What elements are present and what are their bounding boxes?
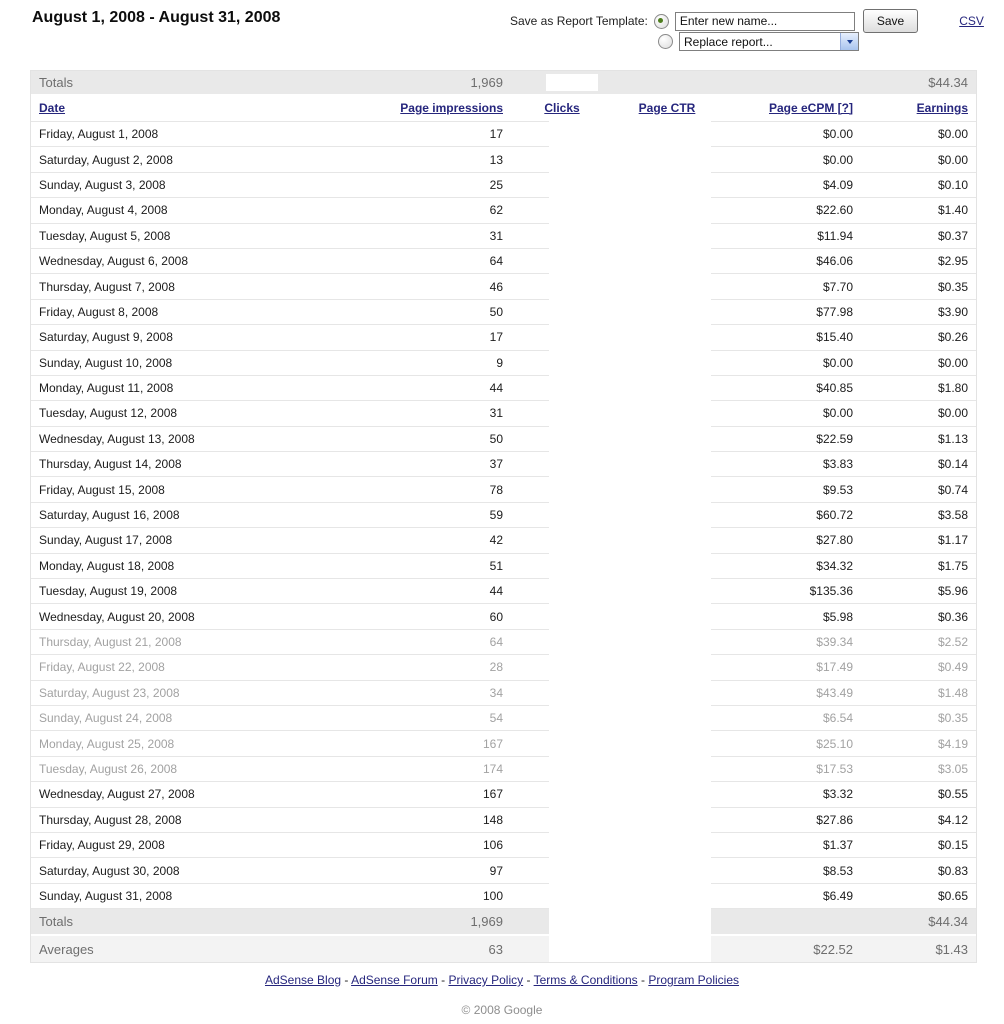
averages-label: Averages [39,941,94,957]
footer-link[interactable]: AdSense Forum [351,973,438,987]
column-header-earnings[interactable]: Earnings [916,100,968,115]
cell-earnings: $2.95 [937,254,968,269]
cell-date: Tuesday, August 12, 2008 [39,406,178,421]
cell-page-ecpm: $5.98 [822,609,853,624]
redaction-mask-box [546,74,598,91]
cell-page-impressions: 97 [489,863,503,878]
cell-earnings: $0.55 [937,787,968,802]
cell-date: Sunday, August 3, 2008 [39,177,166,192]
cell-page-ecpm: $0.00 [822,127,853,142]
footer-link[interactable]: Terms & Conditions [533,973,638,987]
redaction-mask-band [549,121,711,962]
table-row [31,832,976,857]
cell-earnings: $0.49 [937,660,968,675]
cell-earnings: $3.90 [937,304,968,319]
column-header-page-ecpm[interactable]: Page eCPM [?] [768,100,853,115]
cell-page-ecpm: $11.94 [817,228,853,243]
table-row [31,502,976,527]
table-row [31,807,976,832]
cell-date: Monday, August 11, 2008 [39,381,174,396]
cell-page-ecpm: $9.53 [822,482,853,497]
cell-page-impressions: 148 [482,812,503,827]
cell-page-ecpm: $22.60 [816,203,853,218]
column-header-date[interactable]: Date [39,100,66,115]
column-header-page-impressions[interactable]: Page impressions [400,100,503,115]
cell-earnings: $0.26 [937,330,968,345]
report-table [30,70,977,963]
cell-page-ecpm: $0.00 [822,152,853,167]
table-row [31,730,976,755]
cell-earnings: $0.37 [937,228,968,243]
cell-page-ecpm: $27.86 [816,812,853,827]
totals-earnings: $44.34 [928,914,968,930]
averages-ecpm: $22.52 [813,941,853,957]
table-row [31,857,976,882]
cell-earnings: $1.13 [937,431,968,446]
report-date-range-title: August 1, 2008 - August 31, 2008 [32,9,281,26]
table-row [31,629,976,654]
save-template-row-new [510,9,984,33]
cell-page-ecpm: $4.09 [822,177,853,192]
cell-page-impressions: 44 [489,584,503,599]
cell-earnings: $2.52 [937,635,968,649]
cell-page-ecpm: $7.70 [822,279,853,294]
replace-report-dropdown[interactable] [679,32,859,51]
cell-page-ecpm: $43.49 [816,685,853,700]
cell-page-impressions: 62 [489,203,503,218]
cell-page-ecpm: $46.06 [816,254,853,269]
cell-page-ecpm: $6.54 [822,711,853,726]
cell-earnings: $5.96 [937,584,968,599]
cell-page-impressions: 60 [489,609,503,624]
totals-label: Totals [39,75,73,90]
totals-row-bottom [31,908,976,934]
table-row [31,781,976,806]
cell-page-ecpm: $60.72 [816,508,853,523]
cell-date: Monday, August 18, 2008 [39,558,175,573]
averages-row [31,934,976,962]
cell-earnings: $3.05 [937,761,968,776]
cell-page-impressions: 9 [496,355,503,370]
cell-page-ecpm: $6.49 [822,888,853,903]
cell-earnings: $1.80 [937,381,968,396]
table-row [31,680,976,705]
cell-earnings: $0.36 [937,609,968,624]
totals-row-top [31,71,976,94]
replace-report-dropdown-value: Replace report... [684,34,773,49]
cell-earnings: $0.00 [937,355,968,370]
cell-earnings: $1.40 [937,203,968,218]
table-row [31,273,976,298]
cell-date: Tuesday, August 26, 2008 [39,761,178,776]
table-row [31,324,976,349]
cell-page-ecpm: $1.37 [822,838,853,853]
cell-page-ecpm: $25.10 [816,736,853,751]
column-header-clicks[interactable]: Clicks [544,100,580,115]
footer-link[interactable]: Privacy Policy [448,973,524,987]
cell-page-impressions: 44 [489,381,503,396]
cell-date: Sunday, August 17, 2008 [39,533,173,548]
cell-page-ecpm: $17.53 [816,761,853,776]
table-row [31,426,976,451]
cell-earnings: $0.00 [937,152,968,167]
csv-link[interactable]: CSV [959,14,984,28]
cell-date: Thursday, August 7, 2008 [39,279,175,294]
table-row [31,299,976,324]
report-rows [31,121,976,908]
table-row [31,172,976,197]
cell-date: Sunday, August 24, 2008 [39,711,173,726]
cell-date: Wednesday, August 27, 2008 [39,787,195,802]
template-name-input[interactable] [675,12,855,31]
cell-page-impressions: 46 [489,279,503,294]
cell-date: Saturday, August 9, 2008 [39,330,173,345]
cell-date: Thursday, August 28, 2008 [39,812,182,827]
cell-page-ecpm: $3.32 [822,787,853,802]
save-button[interactable]: Save [863,9,918,33]
cell-date: Sunday, August 31, 2008 [39,888,173,903]
cell-date: Saturday, August 16, 2008 [39,508,180,523]
cell-page-impressions: 106 [482,838,503,853]
chevron-down-icon[interactable] [840,33,858,50]
table-row [31,553,976,578]
cell-page-ecpm: $15.40 [816,330,853,345]
cell-earnings: $4.19 [937,736,968,751]
cell-page-ecpm: $34.32 [816,558,853,573]
totals-earnings: $44.34 [928,75,968,90]
footer-link[interactable]: Program Policies [648,973,740,987]
totals-label: Totals [39,914,73,930]
cell-page-ecpm: $0.00 [822,406,853,421]
cell-date: Thursday, August 14, 2008 [39,457,182,472]
cell-page-impressions: 167 [482,787,503,802]
cell-page-impressions: 51 [489,558,503,573]
totals-impressions: 1,969 [470,75,503,90]
cell-page-ecpm: $22.59 [816,431,853,446]
table-row [31,248,976,273]
cell-page-impressions: 174 [482,761,503,776]
cell-page-impressions: 25 [489,177,503,192]
cell-earnings: $4.12 [937,812,968,827]
cell-page-impressions: 54 [489,711,503,726]
cell-date: Friday, August 22, 2008 [39,660,165,675]
cell-page-impressions: 100 [482,888,503,903]
cell-date: Monday, August 4, 2008 [39,203,168,218]
cell-date: Sunday, August 10, 2008 [39,355,173,370]
table-row [31,883,976,908]
cell-page-impressions: 31 [489,406,503,421]
cell-date: Tuesday, August 5, 2008 [39,228,171,243]
cell-earnings: $0.83 [937,863,968,878]
table-row [31,476,976,501]
cell-page-impressions: 28 [489,660,503,675]
averages-impressions: 63 [488,941,503,957]
table-header-row [31,94,976,121]
table-row [31,197,976,222]
replace-report-radio[interactable] [658,34,673,49]
cell-page-impressions: 50 [489,304,503,319]
footer-link[interactable]: AdSense Blog [264,973,342,987]
save-template-row-replace [652,32,859,51]
cell-page-impressions: 34 [489,685,503,700]
table-row [31,146,976,171]
cell-earnings: $0.74 [937,482,968,497]
cell-earnings: $0.15 [937,838,968,853]
cell-earnings: $0.35 [937,711,968,726]
cell-page-ecpm: $40.85 [816,381,853,396]
cell-earnings: $0.00 [937,406,968,421]
cell-earnings: $0.65 [937,888,968,903]
cell-date: Friday, August 8, 2008 [39,304,159,319]
cell-earnings: $1.48 [937,685,968,700]
table-row [31,654,976,679]
cell-page-impressions: 64 [489,254,503,269]
cell-page-impressions: 78 [489,482,503,497]
table-row [31,375,976,400]
cell-date: Friday, August 15, 2008 [39,482,165,497]
cell-page-impressions: 17 [489,330,503,345]
table-row [31,603,976,628]
cell-earnings: $3.58 [937,508,968,523]
table-row [31,350,976,375]
save-template-label: Save as Report Template: [510,14,648,28]
cell-page-ecpm: $8.53 [822,863,853,878]
cell-earnings: $0.14 [937,457,968,472]
table-row [31,451,976,476]
cell-page-ecpm: $0.00 [822,355,853,370]
cell-page-impressions: 17 [489,127,503,142]
cell-page-impressions: 37 [489,457,503,472]
new-template-radio[interactable] [654,14,669,29]
cell-date: Wednesday, August 13, 2008 [39,431,195,446]
cell-earnings: $0.10 [937,177,968,192]
cell-date: Saturday, August 2, 2008 [39,152,173,167]
table-row [31,400,976,425]
cell-page-ecpm: $77.98 [816,304,853,319]
footer-copyright: © 2008 Google [461,1003,543,1017]
cell-page-ecpm: $3.83 [822,457,853,472]
averages-earnings: $1.43 [935,941,968,957]
cell-page-ecpm: $39.34 [816,635,853,649]
footer-links: AdSense Blog - AdSense Forum - Privacy Policy - Terms & Conditions - Program Policies [264,973,740,987]
cell-page-impressions: 59 [489,508,503,523]
table-row [31,527,976,552]
table-row [31,705,976,730]
cell-date: Friday, August 29, 2008 [39,838,165,853]
cell-date: Friday, August 1, 2008 [39,127,159,142]
cell-page-impressions: 31 [489,228,503,243]
cell-earnings: $1.75 [937,558,968,573]
cell-page-ecpm: $27.80 [816,533,853,548]
cell-page-impressions: 64 [489,635,503,649]
page-header [0,0,1004,66]
cell-date: Saturday, August 30, 2008 [39,863,180,878]
cell-page-impressions: 50 [489,431,503,446]
cell-earnings: $0.00 [937,127,968,142]
cell-date: Thursday, August 21, 2008 [39,635,182,649]
totals-impressions: 1,969 [470,914,503,930]
cell-earnings: $1.17 [937,533,968,548]
cell-page-ecpm: $135.36 [809,584,853,599]
table-row [31,756,976,781]
column-header-page-ctr[interactable]: Page CTR [638,100,696,115]
cell-page-impressions: 167 [482,736,503,751]
cell-date: Monday, August 25, 2008 [39,736,175,751]
table-row [31,578,976,603]
table-row [31,121,976,146]
cell-date: Tuesday, August 19, 2008 [39,584,178,599]
cell-page-impressions: 42 [489,533,503,548]
cell-page-ecpm: $17.49 [816,660,853,675]
cell-earnings: $0.35 [937,279,968,294]
table-row [31,223,976,248]
cell-date: Wednesday, August 6, 2008 [39,254,188,269]
cell-date: Wednesday, August 20, 2008 [39,609,195,624]
cell-date: Saturday, August 23, 2008 [39,685,180,700]
cell-page-impressions: 13 [489,152,503,167]
